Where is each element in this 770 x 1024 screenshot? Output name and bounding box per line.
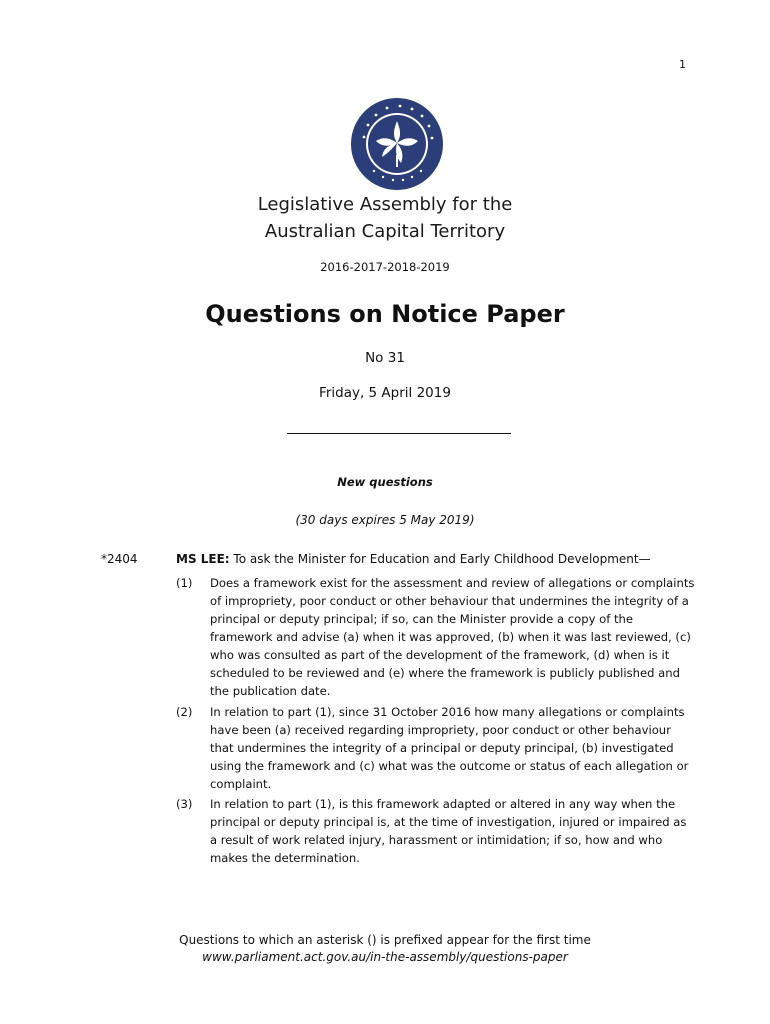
paper-number: No 31 — [365, 350, 405, 366]
footer-url[interactable]: www.parliament.act.gov.au/in-the-assembly/questions-paper — [202, 950, 568, 964]
question-number: *2404 — [101, 552, 138, 566]
divider — [287, 433, 511, 434]
question-asker: MS LEE: — [176, 552, 230, 566]
section-heading: New questions — [337, 475, 433, 489]
part-text: In relation to part (1), is this framework adapted or altered in any way when the principal or deputy principal is, at the time of investigation, injured or impaired as a result of work related injury, harassment or intimidation; if so, how and who makes the determination. — [210, 797, 687, 865]
question-intro-text: To ask the Minister for Education and Early Childhood Development— — [229, 552, 651, 566]
question-intro — [176, 552, 651, 566]
assembly-crest-logo — [350, 97, 444, 191]
crest-icon — [350, 97, 444, 191]
page-number: 1 — [679, 58, 686, 71]
part-text: Does a framework exist for the assessment and review of allegations or complaints of impropriety, poor conduct or other behaviour that undermines the integrity of a principal or deputy principal; if so, can the Minister provide a copy of the framework and advise (a) when it was approved, (b) when it was last reviewed, (c) who was consulted as part of the development of the framework, (d) when is it scheduled to be reviewed and (e) where the framework is publicly published and the publication date. — [210, 576, 695, 698]
assembly-line-1: Legislative Assembly for the — [257, 194, 513, 215]
part-text: In relation to part (1), since 31 October 2016 how many allegations or complaints have been (a) received regarding impropriety, poor conduct or other behaviour that undermines the integrity of a principal or deputy principal, (b) investigated using the framework and (c) what was the outcome or status of each allegation or complaint. — [210, 705, 689, 791]
assembly-name — [0, 191, 770, 245]
assembly-term: 2016-2017-2018-2019 — [320, 260, 450, 274]
expiry-note: (30 days expires 5 May 2019) — [295, 513, 475, 527]
paper-date: Friday, 5 April 2019 — [319, 385, 451, 401]
part-number: (3) — [176, 797, 193, 811]
footer-note: Questions to which an asterisk () is prefixed appear for the first time — [179, 933, 591, 947]
part-number: (1) — [176, 576, 193, 590]
part-number: (2) — [176, 705, 193, 719]
assembly-line-2: Australian Capital Territory — [264, 221, 506, 242]
question-part — [176, 574, 696, 700]
question-part — [176, 795, 696, 867]
question-part — [176, 703, 696, 793]
page-title: Questions on Notice Paper — [205, 300, 565, 328]
